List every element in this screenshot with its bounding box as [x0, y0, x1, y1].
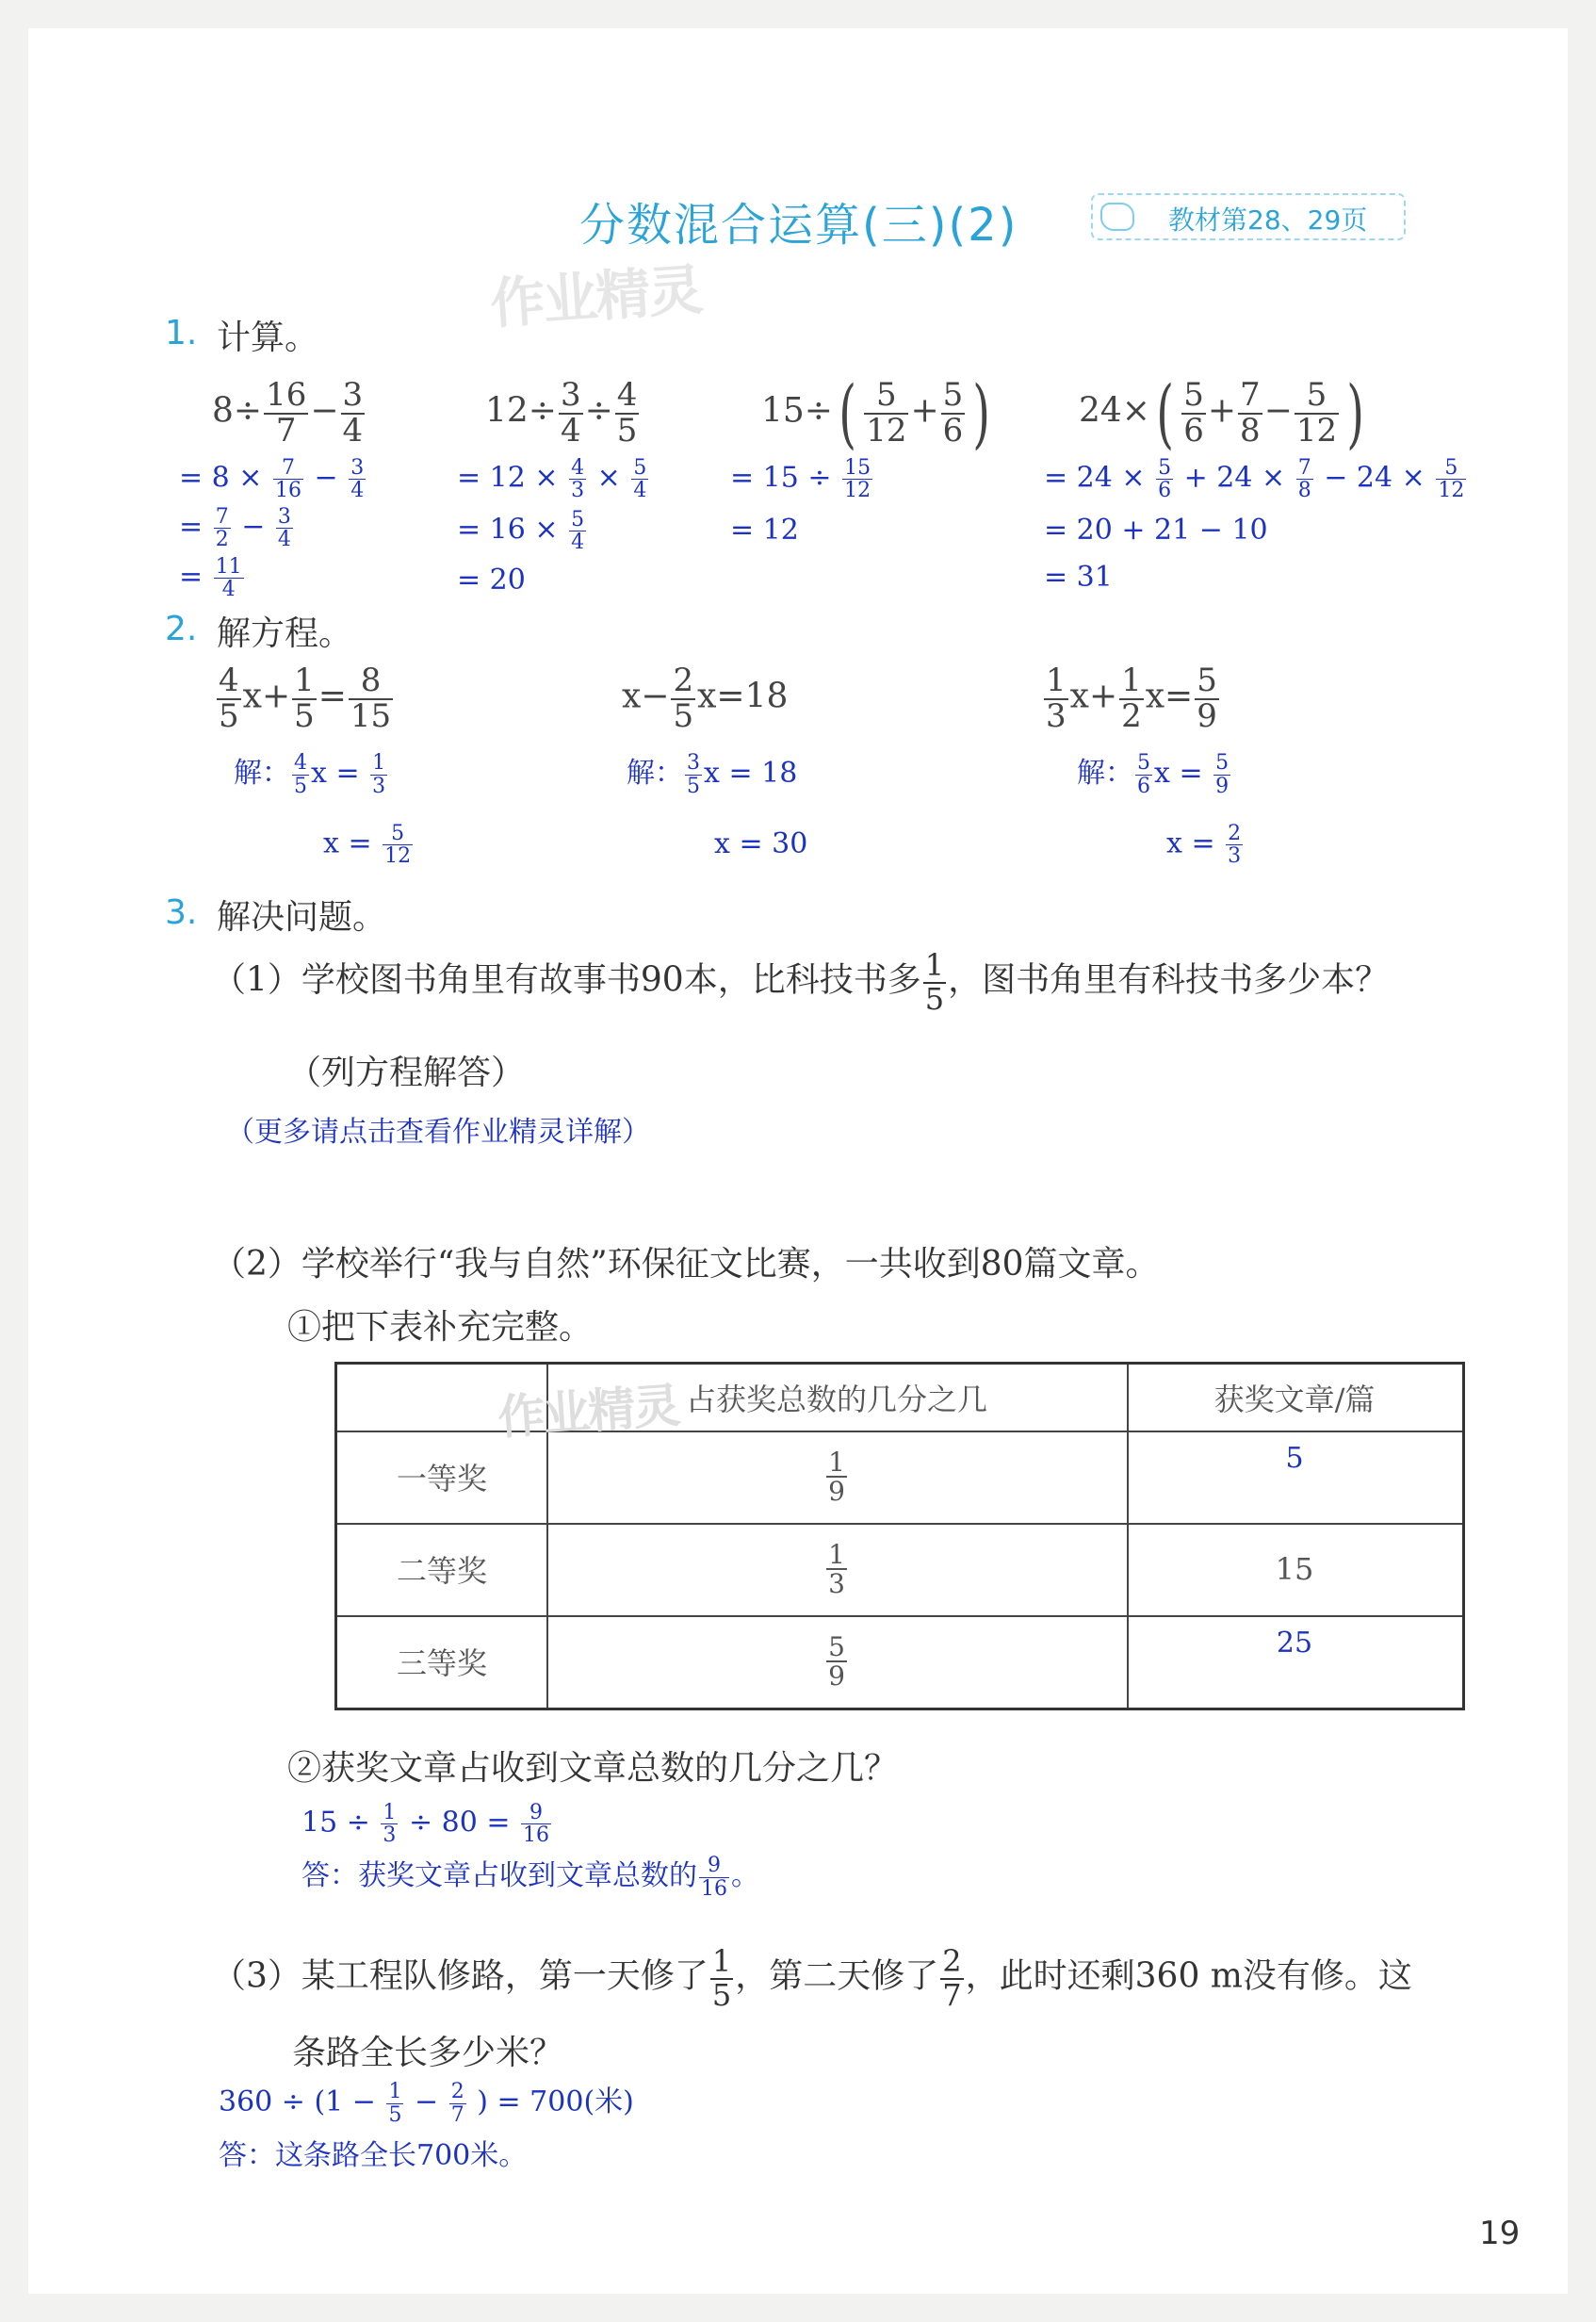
problem-3-1-answer-link[interactable]: （更多请点击查看作业精灵详解） — [226, 1116, 650, 1149]
section-3-label: 解决问题。 — [217, 898, 387, 937]
section-1-label: 计算。 — [217, 319, 319, 357]
page-title: 分数混合运算(三)(2) — [579, 199, 1018, 252]
calc-1-step-2: = $\frac{7}{2}$ − $\frac{3}{4}$ — [179, 505, 291, 552]
calc-4-step-2: = 20 + 21 − 10 — [1044, 514, 1268, 547]
equation-2-step-2: x = 30 — [714, 827, 808, 860]
table-header-fraction: 占获奖总数的几分之几 — [685, 1382, 987, 1417]
table-watermark: 作业精灵 — [496, 1378, 681, 1446]
table-header-count: 获奖文章/篇 — [1213, 1382, 1376, 1417]
page-number: 19 — [1479, 2215, 1521, 2252]
problem-3-1: （1）学校图书角里有故事书90本，比科技书多 $\frac{1}{5}$ ，图书角里有科技书多少本？ — [212, 947, 1390, 1017]
section-3-number: 3. — [165, 893, 198, 932]
calc-problem-4: 24×( $\frac{5}{6}$ + $\frac{7}{8}$ − $\frac{5}{12}$ ) — [1079, 369, 1365, 457]
equation-1-step-2: x = $\frac{5}{12}$ — [323, 822, 412, 869]
equation-2: x− $\frac{2}{5}$ x=18 — [622, 662, 789, 735]
equation-3: $\frac{1}{3}$ x+ $\frac{1}{2}$ x= $\frac{5}{9}$ — [1046, 662, 1217, 735]
equation-1-step-1: 解： $\frac{4}{5}$ x = $\frac{1}{3}$ — [234, 751, 386, 798]
problem-3-2-answer: 答：获奖文章占收到文章总数的 $\frac{9}{16}$ 。 — [301, 1854, 759, 1901]
calc-1-step-3: = $\frac{11}{4}$ — [179, 555, 242, 602]
calc-problem-2: 12÷ $\frac{3}{4}$ ÷ $\frac{4}{5}$ — [485, 376, 638, 450]
calc-problem-1: 8÷ $\frac{16}{7}$ − $\frac{3}{4}$ — [212, 376, 364, 450]
awards-table — [334, 1362, 1465, 1710]
row-2-name: 二等奖 — [396, 1553, 487, 1589]
calc-4-step-3: = 31 — [1044, 561, 1113, 594]
row-2-count: 15 — [1275, 1551, 1314, 1587]
calc-1-step-1: = 8 × $\frac{7}{16}$ − $\frac{3}{4}$ — [179, 456, 365, 503]
calc-2-step-1: = 12 × $\frac{4}{3}$ × $\frac{5}{4}$ — [457, 456, 647, 503]
problem-3-2-sub-2: ②获奖文章占收到文章总数的几分之几？ — [287, 1749, 899, 1788]
calc-3-step-1: = 15 ÷ $\frac{15}{12}$ — [730, 456, 871, 503]
calc-3-step-2: = 12 — [730, 514, 799, 547]
calc-4-step-1: = 24 × $\frac{5}{6}$ + 24 × $\frac{7}{8}$ − 24 × $\frac{5}{12}$ — [1044, 456, 1465, 503]
problem-3-2-sub-1: ①把下表补充完整。 — [287, 1308, 594, 1347]
problem-3-3: （3）某工程队修路，第一天修了 $\frac{1}{5}$ ，第二天修了 $\frac{2}{7}$ ，此时还剩360 m没有修。这 — [212, 1943, 1412, 2013]
row-1-answer: 5 — [1285, 1442, 1304, 1475]
row-3-name: 三等奖 — [396, 1645, 487, 1681]
calc-problem-3: 15÷( $\frac{5}{12}$ + $\frac{5}{6}$ ) — [761, 369, 991, 457]
calc-2-step-3: = 20 — [457, 564, 526, 597]
section-1-number: 1. — [165, 314, 198, 352]
problem-3-2: （2）学校举行“我与自然”环保征文比赛，一共收到80篇文章。 — [212, 1245, 1160, 1284]
problem-3-3-calc: 360 ÷ (1 − $\frac{1}{5}$ − $\frac{2}{7}$ ) = 700(米) — [219, 2080, 634, 2127]
row-1-name: 一等奖 — [396, 1461, 487, 1496]
row-1-fraction: $\frac{1}{9}$ — [828, 1446, 845, 1507]
problem-3-3-cont: 条路全长多少米？ — [292, 2034, 564, 2072]
equation-2-step-1: 解： $\frac{3}{5}$ x = 18 — [627, 751, 798, 798]
section-2-number: 2. — [165, 610, 198, 648]
problem-3-1-note: （列方程解答） — [287, 1054, 526, 1092]
row-3-answer: 25 — [1276, 1627, 1313, 1660]
problem-3-3-answer: 答：这条路全长700米。 — [219, 2139, 528, 2172]
equation-3-step-2: x = $\frac{2}{3}$ — [1166, 822, 1242, 869]
row-3-fraction: $\frac{5}{9}$ — [828, 1630, 845, 1692]
equation-1: $\frac{4}{5}$ x+ $\frac{1}{5}$ = $\frac{8}{15}$ — [219, 662, 392, 735]
problem-3-2-calc: 15 ÷ $\frac{1}{3}$ ÷ 80 = $\frac{9}{16}$ — [301, 1801, 550, 1848]
textbook-reference-text: 教材第28、29页 — [1168, 204, 1368, 236]
equation-3-step-1: 解： $\frac{5}{6}$ x = $\frac{5}{9}$ — [1077, 751, 1230, 798]
textbook-reference-tag — [1091, 193, 1406, 240]
row-2-fraction: $\frac{1}{3}$ — [828, 1538, 845, 1599]
cloud-icon — [1100, 203, 1134, 231]
calc-2-step-2: = 16 × $\frac{5}{4}$ — [457, 508, 585, 555]
watermark-logo: 作业精灵 — [488, 257, 704, 336]
section-2-label: 解方程。 — [217, 614, 353, 653]
